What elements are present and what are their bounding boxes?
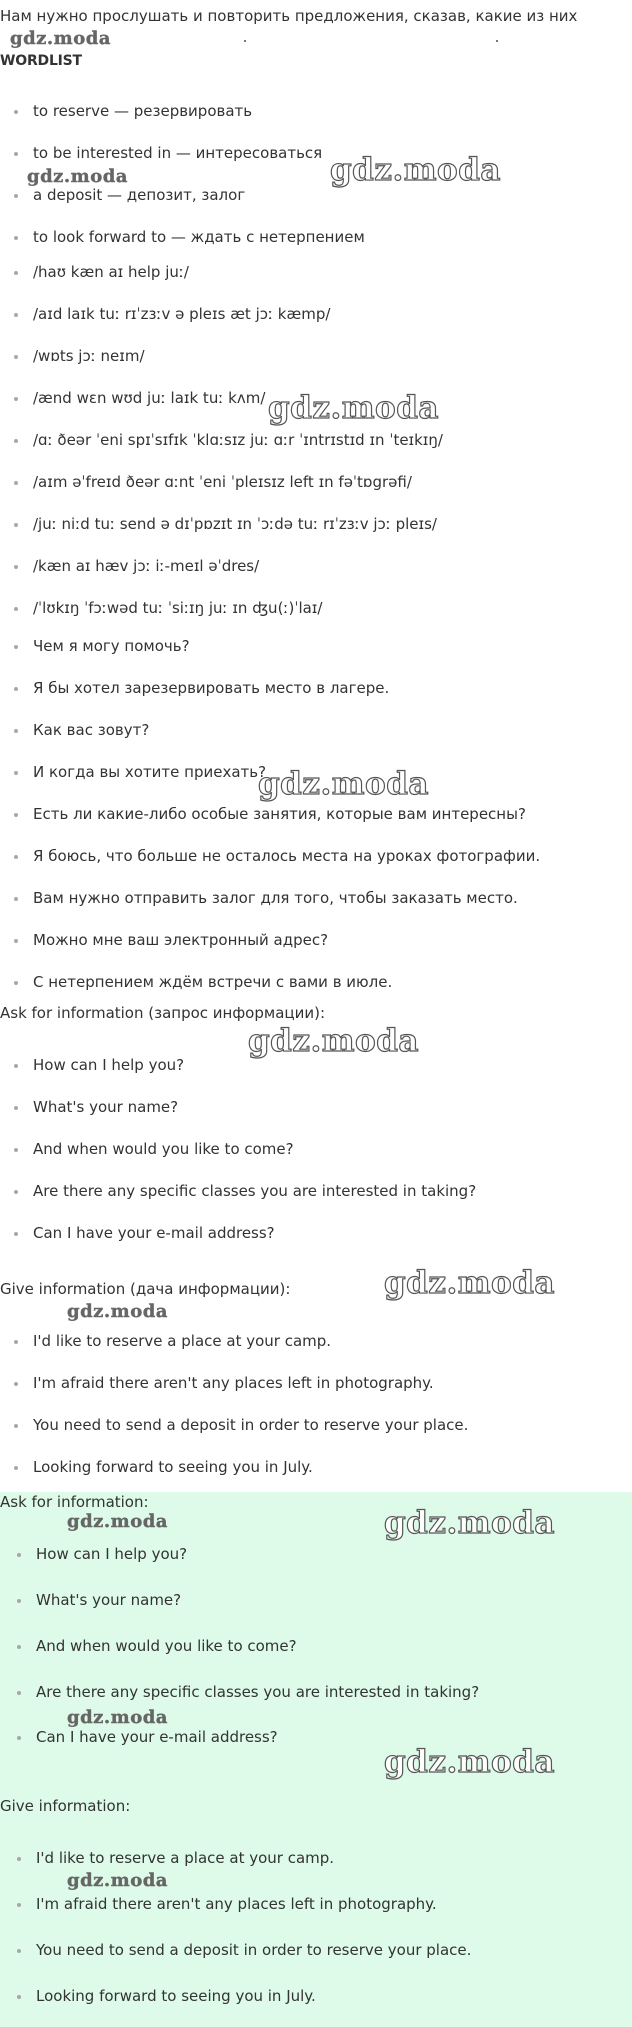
bullet-icon bbox=[14, 271, 18, 275]
bullet-icon bbox=[14, 1190, 18, 1194]
give-info-heading: Give information (дача информации): bbox=[0, 1280, 291, 1298]
give-info-heading-2: Give information: bbox=[0, 1797, 131, 1815]
bullet-icon bbox=[14, 397, 18, 401]
ask-info-heading: Ask for information (запрос информации): bbox=[0, 1004, 326, 1022]
bullet-icon bbox=[17, 1903, 21, 1907]
bullet-icon bbox=[14, 1340, 18, 1344]
bullet-icon bbox=[14, 897, 18, 901]
bullet-icon bbox=[17, 1857, 21, 1861]
watermark: gdz.moda bbox=[67, 1511, 168, 1532]
bullet-icon bbox=[14, 939, 18, 943]
watermark: gdz.moda bbox=[27, 166, 128, 187]
watermark: gdz.moda bbox=[67, 1870, 168, 1891]
artifact-dot bbox=[496, 40, 498, 42]
watermark: gdz.moda bbox=[67, 1707, 168, 1728]
watermark: gdz.moda bbox=[248, 1023, 419, 1059]
bullet-icon bbox=[17, 1691, 21, 1695]
artifact-dot bbox=[244, 40, 246, 42]
bullet-icon bbox=[14, 313, 18, 317]
watermark: gdz.moda bbox=[330, 152, 501, 188]
bullet-icon bbox=[14, 645, 18, 649]
bullet-icon bbox=[14, 355, 18, 359]
watermark: gdz.moda bbox=[268, 390, 439, 426]
bullet-icon bbox=[14, 607, 18, 611]
bullet-icon bbox=[17, 1995, 21, 1999]
bullet-icon bbox=[17, 1736, 21, 1740]
bullet-icon bbox=[14, 1148, 18, 1152]
bullet-icon bbox=[14, 152, 18, 156]
page: Нам нужно прослушать и повторить предложения, сказав, какие из них WORDLIST to reserve — резервировать to be interested in — интересоваться a deposit — депозит, залог to look forward to — ждать с нетерпением /haʊ kæn aɪ help juː/ /aɪd laɪk tuː rɪˈzɜːv ə pleɪs æt jɔː kæmp/ /wɒts jɔː neɪm/ /ænd wɛn wʊd juː laɪk tuː kʌm/ /ɑː ðeər ˈeni spɪˈsɪfɪk ˈklɑːsɪz juː ɑːr ˈɪntrɪstɪd ɪn ˈteɪkɪŋ/ /aɪm əˈfreɪd ðeər ɑːnt ˈeni ˈpleɪsɪz left ɪn fəˈtɒgrəfi/ /juː niːd tuː send ə dɪˈpɒzɪt ɪn ˈɔːdə tuː rɪˈzɜːv jɔː pleɪs/ /kæn aɪ hæv jɔː iː-meɪl əˈdres/ /ˈlʊkɪŋ ˈfɔːwəd tuː ˈsiːɪŋ juː ɪn ʤu(ː)ˈlaɪ/ Чем я могу помочь? Я бы хотел зарезервировать место в лагере. Как вас зовут? И когда вы хотите приехать? Есть ли какие-либо особые занятия, которые вам интересны? Я боюсь, что больше не осталось места на уроках фотографии. Вам нужно отправить залог для того, чтобы заказать место. Можно мне ваш электронный адрес? С нетерпением ждём встречи с вами в июле. Ask for information (запрос информации): How can I help you? What's your name? And when would you like to come? Are there any specific classes you are interested in taking? Can I have your e-mail address? Give information (дача информации): I'd like to reserve a place at your camp. I'm afraid there aren't any places left in photography. You need to send a deposit in order to reserve your place. Looking forward to seeing you in July. Ask for information: How can I help you? What's your name? And when would you like to come? Are there any specific classes you are interested in taking? Can I have your e-mail address? Give information: I'd like to reserve a place at your camp. I'm afraid there aren't any places left in photography. You need to send a deposit in order to reserve your place. Looking forward to seeing you in July. gdz.moda gdz.moda gdz.moda gdz.moda gdz.moda gdz.moda gdz.moda gdz.moda gdz.moda gdz.moda gdz.moda gdz.moda gdz.moda bbox=[0, 0, 632, 2027]
wordlist-heading: WORDLIST bbox=[0, 53, 82, 69]
bullet-icon bbox=[14, 1382, 18, 1386]
watermark: gdz.moda bbox=[384, 1744, 555, 1780]
bullet-icon bbox=[14, 729, 18, 733]
bullet-icon bbox=[17, 1553, 21, 1557]
bullet-icon bbox=[17, 1949, 21, 1953]
watermark: gdz.moda bbox=[67, 1301, 168, 1322]
watermark: gdz.moda bbox=[384, 1505, 555, 1541]
bullet-icon bbox=[14, 194, 18, 198]
bullet-icon bbox=[17, 1599, 21, 1603]
bullet-icon bbox=[17, 1645, 21, 1649]
watermark: gdz.moda bbox=[384, 1265, 555, 1301]
bullet-icon bbox=[14, 981, 18, 985]
bullet-icon bbox=[14, 687, 18, 691]
bullet-icon bbox=[14, 1424, 18, 1428]
bullet-icon bbox=[14, 565, 18, 569]
bullet-icon bbox=[14, 813, 18, 817]
bullet-icon bbox=[14, 439, 18, 443]
bullet-icon bbox=[14, 771, 18, 775]
bullet-icon bbox=[14, 855, 18, 859]
ask-info-heading-2: Ask for information: bbox=[0, 1493, 149, 1511]
watermark: gdz.moda bbox=[10, 28, 111, 49]
bullet-icon bbox=[14, 1106, 18, 1110]
bullet-icon bbox=[14, 110, 18, 114]
watermark: gdz.moda bbox=[258, 766, 429, 802]
bullet-icon bbox=[14, 481, 18, 485]
bullet-icon bbox=[14, 1466, 18, 1470]
intro-text: Нам нужно прослушать и повторить предложения, сказав, какие из них bbox=[0, 7, 578, 25]
bullet-icon bbox=[14, 1064, 18, 1068]
bullet-icon bbox=[14, 1232, 18, 1236]
bullet-icon bbox=[14, 236, 18, 240]
bullet-icon bbox=[14, 523, 18, 527]
